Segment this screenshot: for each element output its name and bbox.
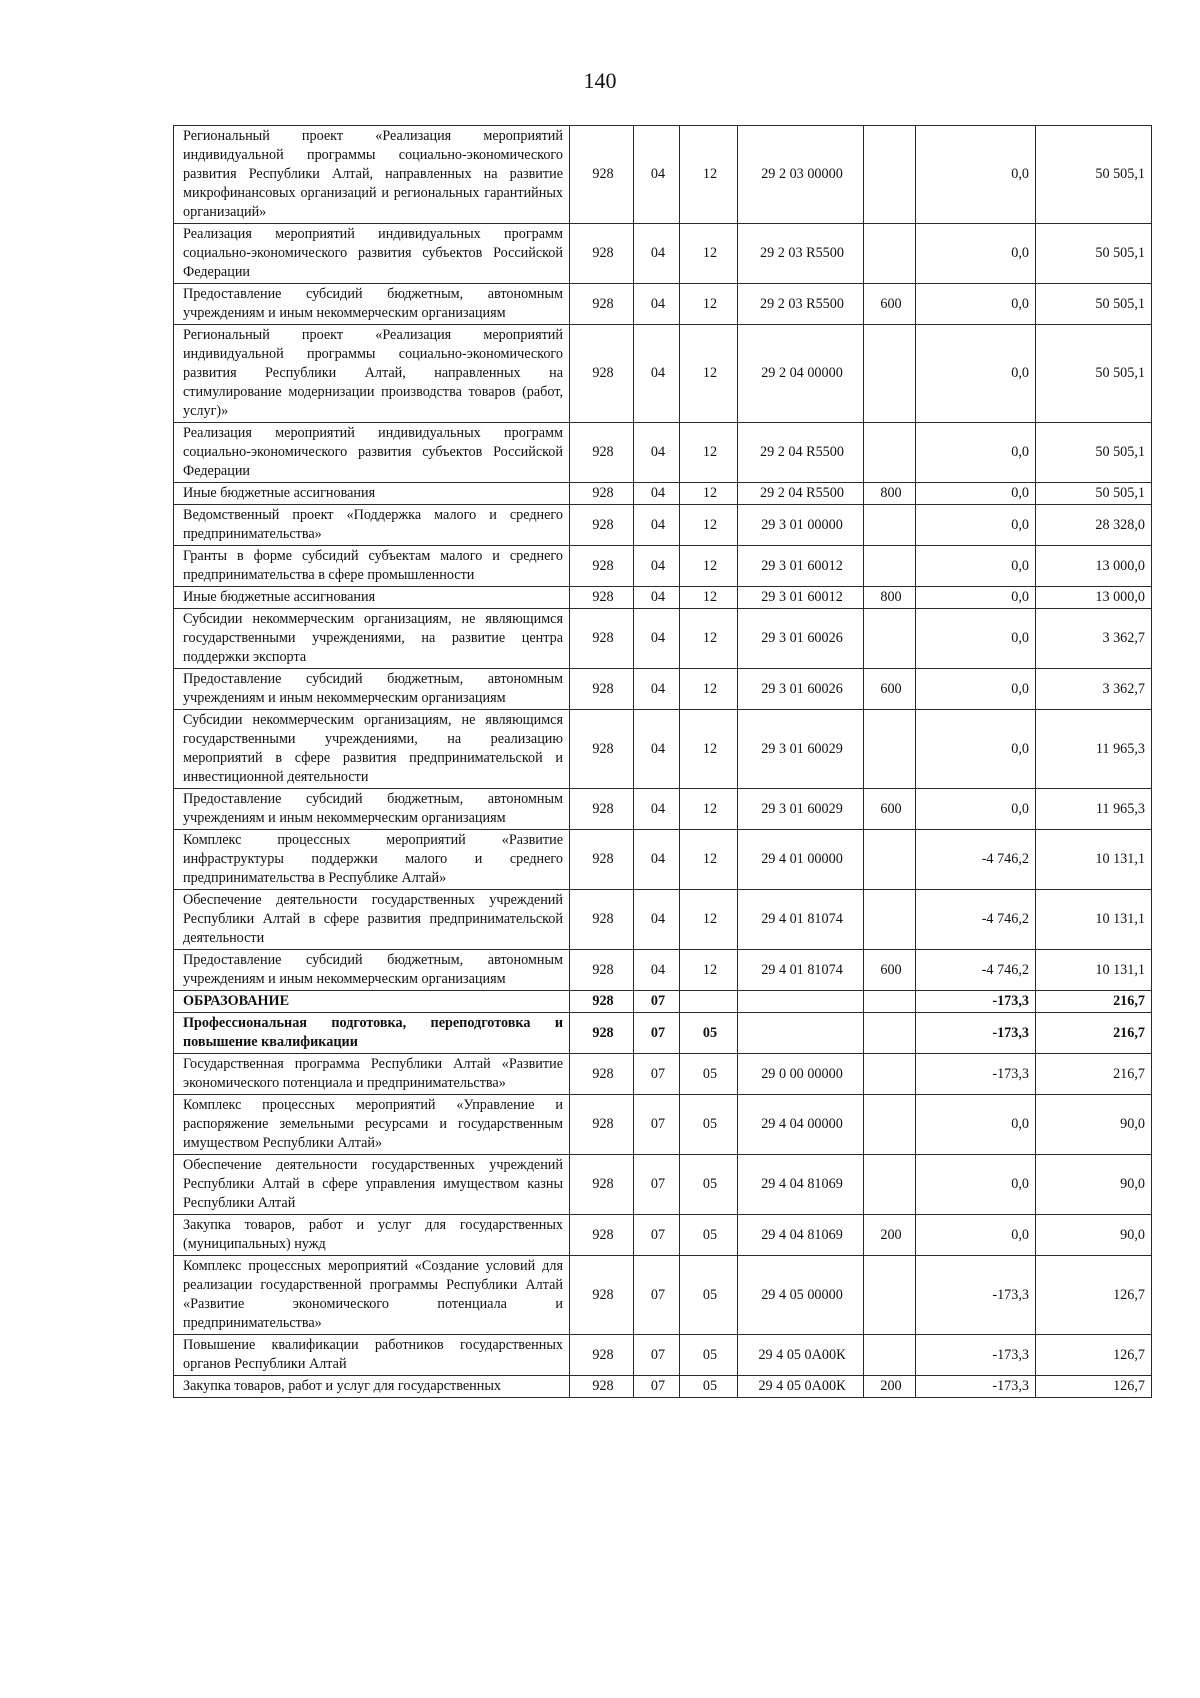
expense-type-cell [864, 224, 916, 284]
total-amount-cell: 50 505,1 [1036, 423, 1152, 483]
table-row [174, 950, 1152, 991]
change-amount-cell: 0,0 [916, 710, 1036, 789]
row-name-cell: Профессиональная подготовка, переподготовка и повышение квалификации [174, 1013, 570, 1054]
table-row [174, 284, 1152, 325]
target-article-cell: 29 2 03 R5500 [738, 224, 864, 284]
subsection-code-cell: 12 [680, 830, 738, 890]
target-article-cell: 29 4 05 00000 [738, 1256, 864, 1335]
section-code-cell: 04 [634, 890, 680, 950]
subsection-code-cell: 12 [680, 325, 738, 423]
row-name-cell: Ведомственный проект «Поддержка малого и среднего предпринимательства» [174, 505, 570, 546]
target-article-cell [738, 1013, 864, 1054]
target-article-cell: 29 3 01 60029 [738, 710, 864, 789]
change-amount-cell: 0,0 [916, 609, 1036, 669]
ministry-code-cell: 928 [570, 126, 634, 224]
subsection-code-cell: 12 [680, 950, 738, 991]
total-amount-cell: 90,0 [1036, 1215, 1152, 1256]
change-amount-cell: 0,0 [916, 1215, 1036, 1256]
total-amount-cell: 216,7 [1036, 1013, 1152, 1054]
change-amount-cell: 0,0 [916, 325, 1036, 423]
section-code-cell: 04 [634, 126, 680, 224]
table-row [174, 587, 1152, 609]
ministry-code-cell: 928 [570, 890, 634, 950]
subsection-code-cell: 12 [680, 126, 738, 224]
subsection-code-cell: 12 [680, 546, 738, 587]
total-amount-cell: 50 505,1 [1036, 325, 1152, 423]
total-amount-cell: 50 505,1 [1036, 224, 1152, 284]
table-row [174, 423, 1152, 483]
section-code-cell: 04 [634, 950, 680, 991]
table-row [174, 830, 1152, 890]
expense-type-cell: 200 [864, 1376, 916, 1398]
change-amount-cell: 0,0 [916, 126, 1036, 224]
table-row [174, 991, 1152, 1013]
total-amount-cell: 3 362,7 [1036, 609, 1152, 669]
row-name-cell: Предоставление субсидий бюджетным, автономным учреждениям и иным некоммерческим организациям [174, 284, 570, 325]
section-code-cell: 07 [634, 1215, 680, 1256]
subsection-code-cell: 12 [680, 890, 738, 950]
target-article-cell: 29 4 04 81069 [738, 1215, 864, 1256]
ministry-code-cell: 928 [570, 1054, 634, 1095]
ministry-code-cell: 928 [570, 1215, 634, 1256]
target-article-cell: 29 3 01 60012 [738, 546, 864, 587]
target-article-cell: 29 2 03 R5500 [738, 284, 864, 325]
table-row [174, 546, 1152, 587]
section-code-cell: 07 [634, 1256, 680, 1335]
change-amount-cell: -173,3 [916, 1256, 1036, 1335]
ministry-code-cell: 928 [570, 1335, 634, 1376]
expense-type-cell [864, 710, 916, 789]
ministry-code-cell: 928 [570, 284, 634, 325]
ministry-code-cell: 928 [570, 609, 634, 669]
target-article-cell: 29 4 01 00000 [738, 830, 864, 890]
ministry-code-cell: 928 [570, 587, 634, 609]
page-number: 140 [583, 68, 617, 93]
table-row [174, 1095, 1152, 1155]
row-name-cell: Реализация мероприятий индивидуальных программ социально-экономического развития субъектов Российской Федерации [174, 224, 570, 284]
change-amount-cell: 0,0 [916, 284, 1036, 325]
section-code-cell: 07 [634, 1155, 680, 1215]
expense-type-cell: 600 [864, 284, 916, 325]
subsection-code-cell: 05 [680, 1215, 738, 1256]
row-name-cell: Государственная программа Республики Алтай «Развитие экономического потенциала и предпринимательства» [174, 1054, 570, 1095]
target-article-cell: 29 3 01 00000 [738, 505, 864, 546]
expense-type-cell [864, 890, 916, 950]
table-row [174, 1256, 1152, 1335]
target-article-cell: 29 4 05 0А00К [738, 1376, 864, 1398]
section-code-cell: 04 [634, 669, 680, 710]
change-amount-cell: -4 746,2 [916, 890, 1036, 950]
total-amount-cell: 11 965,3 [1036, 710, 1152, 789]
total-amount-cell: 50 505,1 [1036, 126, 1152, 224]
total-amount-cell: 216,7 [1036, 1054, 1152, 1095]
target-article-cell: 29 3 01 60029 [738, 789, 864, 830]
change-amount-cell: -173,3 [916, 1376, 1036, 1398]
target-article-cell: 29 4 04 00000 [738, 1095, 864, 1155]
subsection-code-cell: 05 [680, 1095, 738, 1155]
row-name-cell: Региональный проект «Реализация мероприятий индивидуальной программы социально-экономического развития Республики Алтай, направленных на стимулирование модернизации производства товаров (работ, услуг)» [174, 325, 570, 423]
target-article-cell: 29 3 01 60026 [738, 669, 864, 710]
ministry-code-cell: 928 [570, 1376, 634, 1398]
table-row [174, 890, 1152, 950]
row-name-cell: Обеспечение деятельности государственных учреждений Республики Алтай в сфере развития предпринимательской деятельности [174, 890, 570, 950]
target-article-cell: 29 4 01 81074 [738, 890, 864, 950]
ministry-code-cell: 928 [570, 669, 634, 710]
target-article-cell: 29 4 04 81069 [738, 1155, 864, 1215]
change-amount-cell: -4 746,2 [916, 830, 1036, 890]
total-amount-cell: 50 505,1 [1036, 483, 1152, 505]
total-amount-cell: 13 000,0 [1036, 546, 1152, 587]
ministry-code-cell: 928 [570, 1095, 634, 1155]
expense-type-cell: 800 [864, 587, 916, 609]
subsection-code-cell: 05 [680, 1256, 738, 1335]
target-article-cell: 29 3 01 60012 [738, 587, 864, 609]
section-code-cell: 04 [634, 587, 680, 609]
section-code-cell: 04 [634, 710, 680, 789]
change-amount-cell: 0,0 [916, 546, 1036, 587]
expense-type-cell [864, 609, 916, 669]
total-amount-cell: 10 131,1 [1036, 950, 1152, 991]
subsection-code-cell: 12 [680, 669, 738, 710]
expense-type-cell [864, 325, 916, 423]
change-amount-cell: 0,0 [916, 587, 1036, 609]
expense-type-cell [864, 830, 916, 890]
row-name-cell: Иные бюджетные ассигнования [174, 483, 570, 505]
row-name-cell: Предоставление субсидий бюджетным, автономным учреждениям и иным некоммерческим организациям [174, 669, 570, 710]
row-name-cell: Региональный проект «Реализация мероприятий индивидуальной программы социально-экономического развития Республики Алтай, направленных на развитие микрофинансовых организаций и региональных гарантийных организаций» [174, 126, 570, 224]
expense-type-cell [864, 1155, 916, 1215]
table-body [174, 126, 1152, 1398]
total-amount-cell: 216,7 [1036, 991, 1152, 1013]
ministry-code-cell: 928 [570, 505, 634, 546]
row-name-cell: ОБРАЗОВАНИЕ [174, 991, 570, 1013]
total-amount-cell: 10 131,1 [1036, 830, 1152, 890]
row-name-cell: Комплекс процессных мероприятий «Развитие инфраструктуры поддержки малого и среднего предпринимательства в Республике Алтай» [174, 830, 570, 890]
ministry-code-cell: 928 [570, 830, 634, 890]
expense-type-cell: 200 [864, 1215, 916, 1256]
table-row [174, 1376, 1152, 1398]
target-article-cell: 29 2 04 00000 [738, 325, 864, 423]
subsection-code-cell: 12 [680, 587, 738, 609]
total-amount-cell: 28 328,0 [1036, 505, 1152, 546]
row-name-cell: Закупка товаров, работ и услуг для государственных (муниципальных) нужд [174, 1215, 570, 1256]
section-code-cell: 04 [634, 830, 680, 890]
change-amount-cell: -4 746,2 [916, 950, 1036, 991]
subsection-code-cell: 12 [680, 505, 738, 546]
total-amount-cell: 11 965,3 [1036, 789, 1152, 830]
subsection-code-cell: 05 [680, 1054, 738, 1095]
section-code-cell: 07 [634, 991, 680, 1013]
ministry-code-cell: 928 [570, 1155, 634, 1215]
target-article-cell: 29 3 01 60026 [738, 609, 864, 669]
change-amount-cell: -173,3 [916, 1335, 1036, 1376]
total-amount-cell: 10 131,1 [1036, 890, 1152, 950]
table-row [174, 1335, 1152, 1376]
subsection-code-cell: 05 [680, 1155, 738, 1215]
expense-type-cell [864, 1095, 916, 1155]
expense-type-cell: 600 [864, 950, 916, 991]
total-amount-cell: 3 362,7 [1036, 669, 1152, 710]
expense-type-cell: 800 [864, 483, 916, 505]
ministry-code-cell: 928 [570, 1256, 634, 1335]
row-name-cell: Реализация мероприятий индивидуальных программ социально-экономического развития субъектов Российской Федерации [174, 423, 570, 483]
table-row [174, 609, 1152, 669]
expense-type-cell [864, 1054, 916, 1095]
row-name-cell: Предоставление субсидий бюджетным, автономным учреждениям и иным некоммерческим организациям [174, 789, 570, 830]
table-row [174, 126, 1152, 224]
ministry-code-cell: 928 [570, 325, 634, 423]
change-amount-cell: -173,3 [916, 1054, 1036, 1095]
table-row [174, 505, 1152, 546]
expense-type-cell: 600 [864, 669, 916, 710]
ministry-code-cell: 928 [570, 546, 634, 587]
target-article-cell: 29 4 05 0А00К [738, 1335, 864, 1376]
expense-type-cell: 600 [864, 789, 916, 830]
change-amount-cell: 0,0 [916, 224, 1036, 284]
subsection-code-cell: 12 [680, 224, 738, 284]
section-code-cell: 04 [634, 325, 680, 423]
table-row [174, 1013, 1152, 1054]
total-amount-cell: 13 000,0 [1036, 587, 1152, 609]
expense-type-cell [864, 546, 916, 587]
section-code-cell: 04 [634, 224, 680, 284]
row-name-cell: Обеспечение деятельности государственных учреждений Республики Алтай в сфере управления имуществом казны Республики Алтай [174, 1155, 570, 1215]
subsection-code-cell: 05 [680, 1376, 738, 1398]
change-amount-cell: 0,0 [916, 483, 1036, 505]
ministry-code-cell: 928 [570, 710, 634, 789]
section-code-cell: 07 [634, 1335, 680, 1376]
ministry-code-cell: 928 [570, 224, 634, 284]
table-row [174, 1054, 1152, 1095]
table-row [174, 483, 1152, 505]
change-amount-cell: 0,0 [916, 423, 1036, 483]
subsection-code-cell: 12 [680, 609, 738, 669]
target-article-cell [738, 991, 864, 1013]
ministry-code-cell: 928 [570, 483, 634, 505]
ministry-code-cell: 928 [570, 991, 634, 1013]
ministry-code-cell: 928 [570, 1013, 634, 1054]
row-name-cell: Комплекс процессных мероприятий «Управление и распоряжение земельными ресурсами и государственным имуществом Республики Алтай» [174, 1095, 570, 1155]
table-row [174, 710, 1152, 789]
target-article-cell: 29 2 03 00000 [738, 126, 864, 224]
row-name-cell: Иные бюджетные ассигнования [174, 587, 570, 609]
change-amount-cell: 0,0 [916, 1095, 1036, 1155]
section-code-cell: 04 [634, 284, 680, 325]
change-amount-cell: 0,0 [916, 669, 1036, 710]
row-name-cell: Гранты в форме субсидий субъектам малого и среднего предпринимательства в сфере промышленности [174, 546, 570, 587]
subsection-code-cell: 05 [680, 1335, 738, 1376]
section-code-cell: 04 [634, 423, 680, 483]
expense-type-cell [864, 991, 916, 1013]
table-row [174, 1155, 1152, 1215]
subsection-code-cell: 12 [680, 483, 738, 505]
row-name-cell: Комплекс процессных мероприятий «Создание условий для реализации государственной программы Республики Алтай «Развитие экономического потенциала и предпринимательства» [174, 1256, 570, 1335]
table-row [174, 224, 1152, 284]
expense-type-cell [864, 1335, 916, 1376]
section-code-cell: 07 [634, 1095, 680, 1155]
subsection-code-cell [680, 991, 738, 1013]
section-code-cell: 04 [634, 546, 680, 587]
table-row [174, 325, 1152, 423]
row-name-cell: Закупка товаров, работ и услуг для государственных [174, 1376, 570, 1398]
change-amount-cell: 0,0 [916, 1155, 1036, 1215]
total-amount-cell: 90,0 [1036, 1155, 1152, 1215]
row-name-cell: Субсидии некоммерческим организациям, не являющимся государственными учреждениями, на реализацию мероприятий в сфере развития предпринимательской и инвестиционной деятельности [174, 710, 570, 789]
row-name-cell: Предоставление субсидий бюджетным, автономным учреждениям и иным некоммерческим организациям [174, 950, 570, 991]
target-article-cell: 29 4 01 81074 [738, 950, 864, 991]
subsection-code-cell: 12 [680, 284, 738, 325]
ministry-code-cell: 928 [570, 789, 634, 830]
subsection-code-cell: 05 [680, 1013, 738, 1054]
change-amount-cell: 0,0 [916, 505, 1036, 546]
total-amount-cell: 50 505,1 [1036, 284, 1152, 325]
change-amount-cell: -173,3 [916, 1013, 1036, 1054]
section-code-cell: 04 [634, 789, 680, 830]
expense-type-cell [864, 1013, 916, 1054]
target-article-cell: 29 2 04 R5500 [738, 483, 864, 505]
expense-type-cell [864, 505, 916, 546]
total-amount-cell: 126,7 [1036, 1335, 1152, 1376]
table-row [174, 669, 1152, 710]
row-name-cell: Повышение квалификации работников государственных органов Республики Алтай [174, 1335, 570, 1376]
subsection-code-cell: 12 [680, 710, 738, 789]
section-code-cell: 04 [634, 505, 680, 546]
total-amount-cell: 126,7 [1036, 1376, 1152, 1398]
row-name-cell: Субсидии некоммерческим организациям, не являющимся государственными учреждениями, на развитие центра поддержки экспорта [174, 609, 570, 669]
section-code-cell: 04 [634, 609, 680, 669]
table-row [174, 1215, 1152, 1256]
section-code-cell: 04 [634, 483, 680, 505]
budget-table [173, 125, 1152, 1398]
section-code-cell: 07 [634, 1376, 680, 1398]
target-article-cell: 29 2 04 R5500 [738, 423, 864, 483]
change-amount-cell: -173,3 [916, 991, 1036, 1013]
table-row [174, 789, 1152, 830]
ministry-code-cell: 928 [570, 950, 634, 991]
total-amount-cell: 126,7 [1036, 1256, 1152, 1335]
expense-type-cell [864, 423, 916, 483]
subsection-code-cell: 12 [680, 423, 738, 483]
subsection-code-cell: 12 [680, 789, 738, 830]
expense-type-cell [864, 1256, 916, 1335]
total-amount-cell: 90,0 [1036, 1095, 1152, 1155]
target-article-cell: 29 0 00 00000 [738, 1054, 864, 1095]
section-code-cell: 07 [634, 1013, 680, 1054]
ministry-code-cell: 928 [570, 423, 634, 483]
section-code-cell: 07 [634, 1054, 680, 1095]
expense-type-cell [864, 126, 916, 224]
change-amount-cell: 0,0 [916, 789, 1036, 830]
